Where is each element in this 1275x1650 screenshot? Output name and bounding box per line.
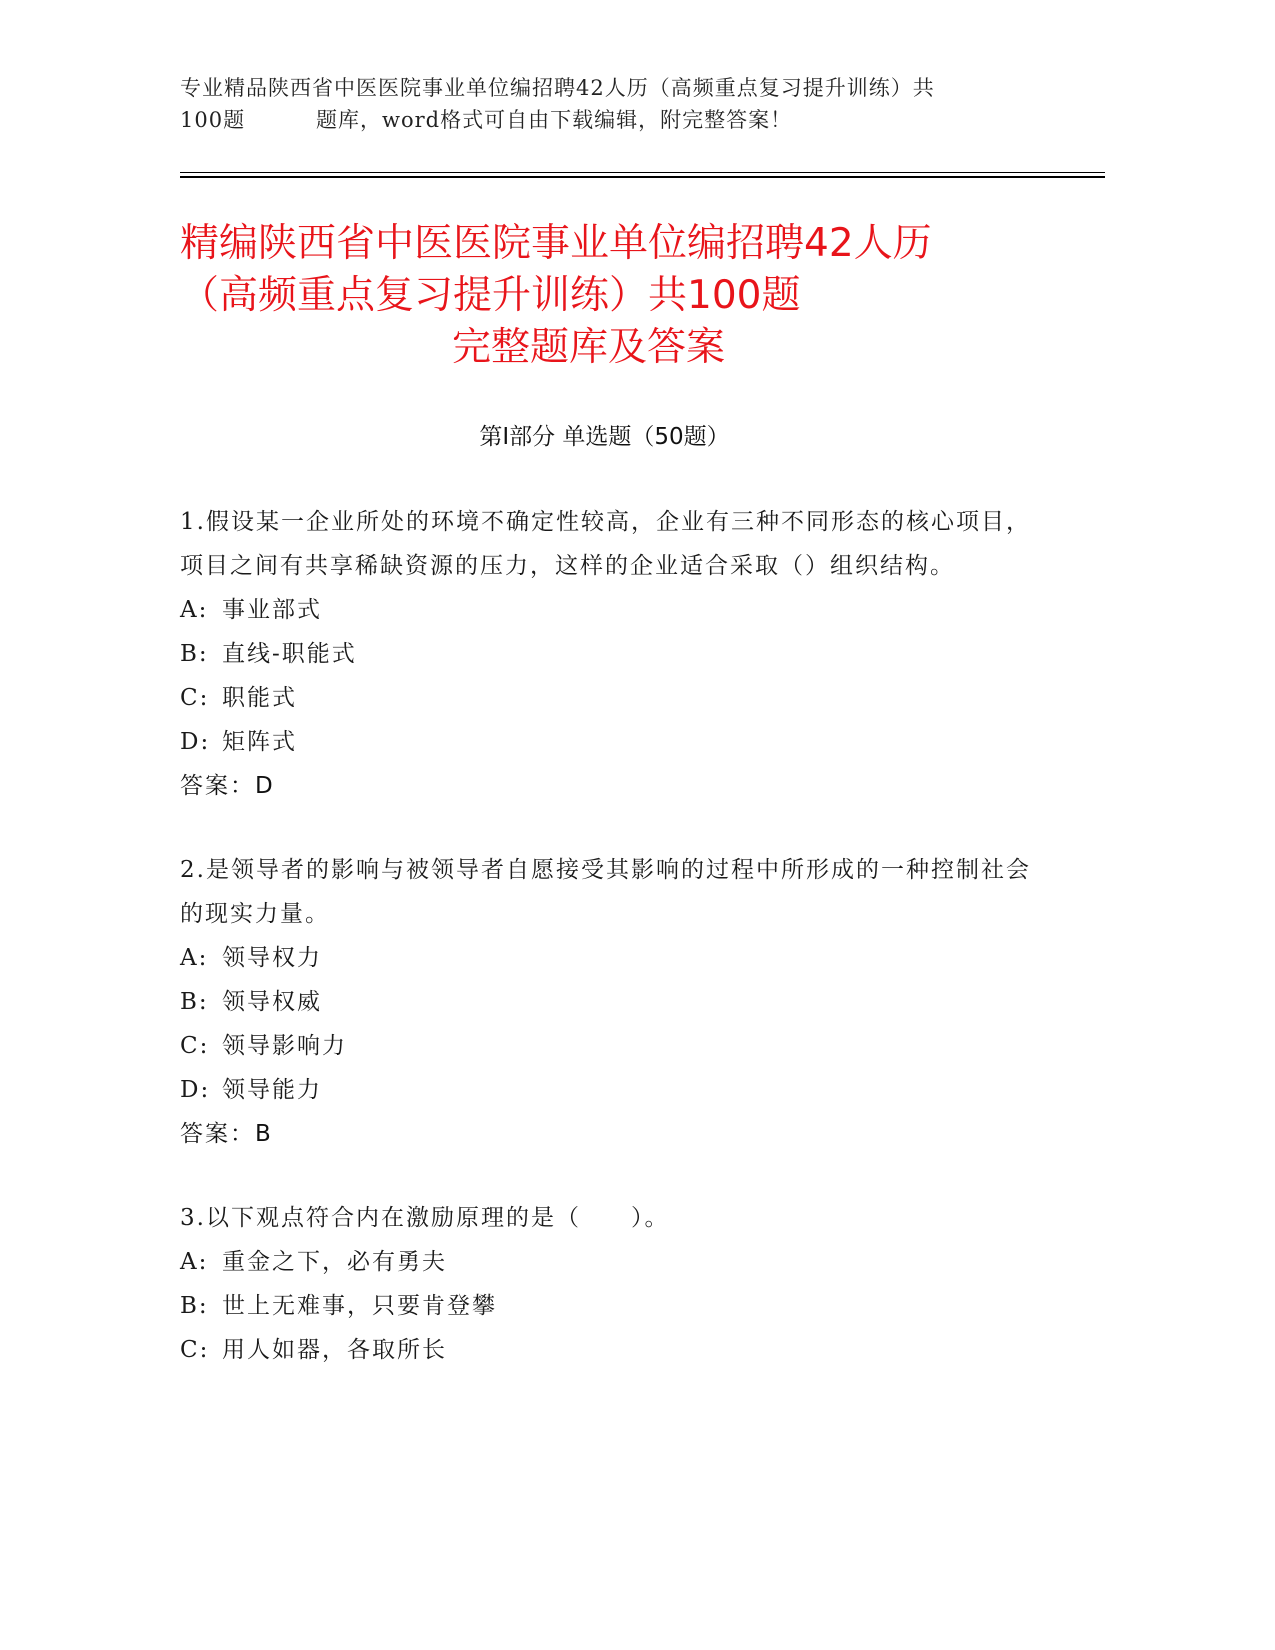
option-c	[180, 676, 1040, 720]
option-key: A:	[180, 945, 209, 971]
option-text: 领导权威	[222, 989, 322, 1015]
option-c	[180, 1024, 1040, 1068]
option-b	[180, 1284, 1040, 1328]
option-key: A:	[180, 597, 209, 623]
option-key: B:	[180, 1293, 209, 1319]
option-text: 领导影响力	[222, 1033, 347, 1059]
title-line-1: 精编陕西省中医医院事业单位编招聘42人历	[180, 221, 932, 266]
option-d	[180, 1068, 1040, 1112]
option-key: B:	[180, 989, 209, 1015]
option-key: C:	[180, 1033, 210, 1059]
option-key: D:	[180, 1077, 211, 1103]
option-text: 领导权力	[222, 945, 322, 971]
option-text: 矩阵式	[222, 729, 297, 755]
option-a	[180, 936, 1040, 980]
option-key: D:	[180, 729, 211, 755]
answer: 答案：B	[180, 1121, 273, 1147]
option-a	[180, 1240, 1040, 1284]
option-b	[180, 632, 1040, 676]
section-heading: 第Ⅰ部分 单选题（50题）	[479, 424, 730, 450]
option-text: 职能式	[222, 685, 297, 711]
answer: 答案：D	[180, 773, 275, 799]
header-line-1: 专业精品陕西省中医医院事业单位编招聘42人历（高频重点复习提升训练）共	[180, 76, 935, 100]
option-a	[180, 588, 1040, 632]
header-divider-thin	[180, 172, 1105, 173]
option-text: 领导能力	[222, 1077, 322, 1103]
header-line-2	[180, 104, 1060, 136]
option-text: 重金之下，必有勇夫	[222, 1249, 447, 1275]
option-key: B:	[180, 641, 209, 667]
question-stem: 2.是领导者的影响与被领导者自愿接受其影响的过程中所形成的一种控制社会的现实力量。	[180, 857, 1031, 927]
option-key: C:	[180, 1337, 210, 1363]
option-text: 世上无难事，只要肯登攀	[222, 1293, 497, 1319]
option-text: 用人如器，各取所长	[222, 1337, 447, 1363]
question-stem: 1.假设某一企业所处的环境不确定性较高，企业有三种不同形态的核心项目，项目之间有共享稀缺资源的压力，这样的企业适合采取（）组织结构。	[180, 509, 1031, 579]
option-d	[180, 720, 1040, 764]
document-title	[180, 218, 1060, 374]
document-header	[180, 72, 1060, 136]
question-list	[180, 500, 1040, 1412]
option-b	[180, 980, 1040, 1024]
option-key: C:	[180, 685, 210, 711]
option-text: 事业部式	[222, 597, 322, 623]
title-line-3: 完整题库及答案	[452, 325, 726, 370]
option-c	[180, 1328, 1040, 1372]
header-description: 题库，word格式可自由下载编辑，附完整答案！	[316, 108, 793, 132]
question-1	[180, 500, 1040, 808]
option-text: 直线-职能式	[222, 641, 357, 667]
question-3	[180, 1196, 1040, 1372]
header-divider-thick	[180, 176, 1105, 178]
question-stem: 3.以下观点符合内在激励原理的是（ ）。	[180, 1205, 670, 1231]
header-question-count: 100题	[180, 108, 246, 132]
title-line-2: （高频重点复习提升训练）共100题	[180, 273, 801, 318]
question-2	[180, 848, 1040, 1156]
option-key: A:	[180, 1249, 209, 1275]
